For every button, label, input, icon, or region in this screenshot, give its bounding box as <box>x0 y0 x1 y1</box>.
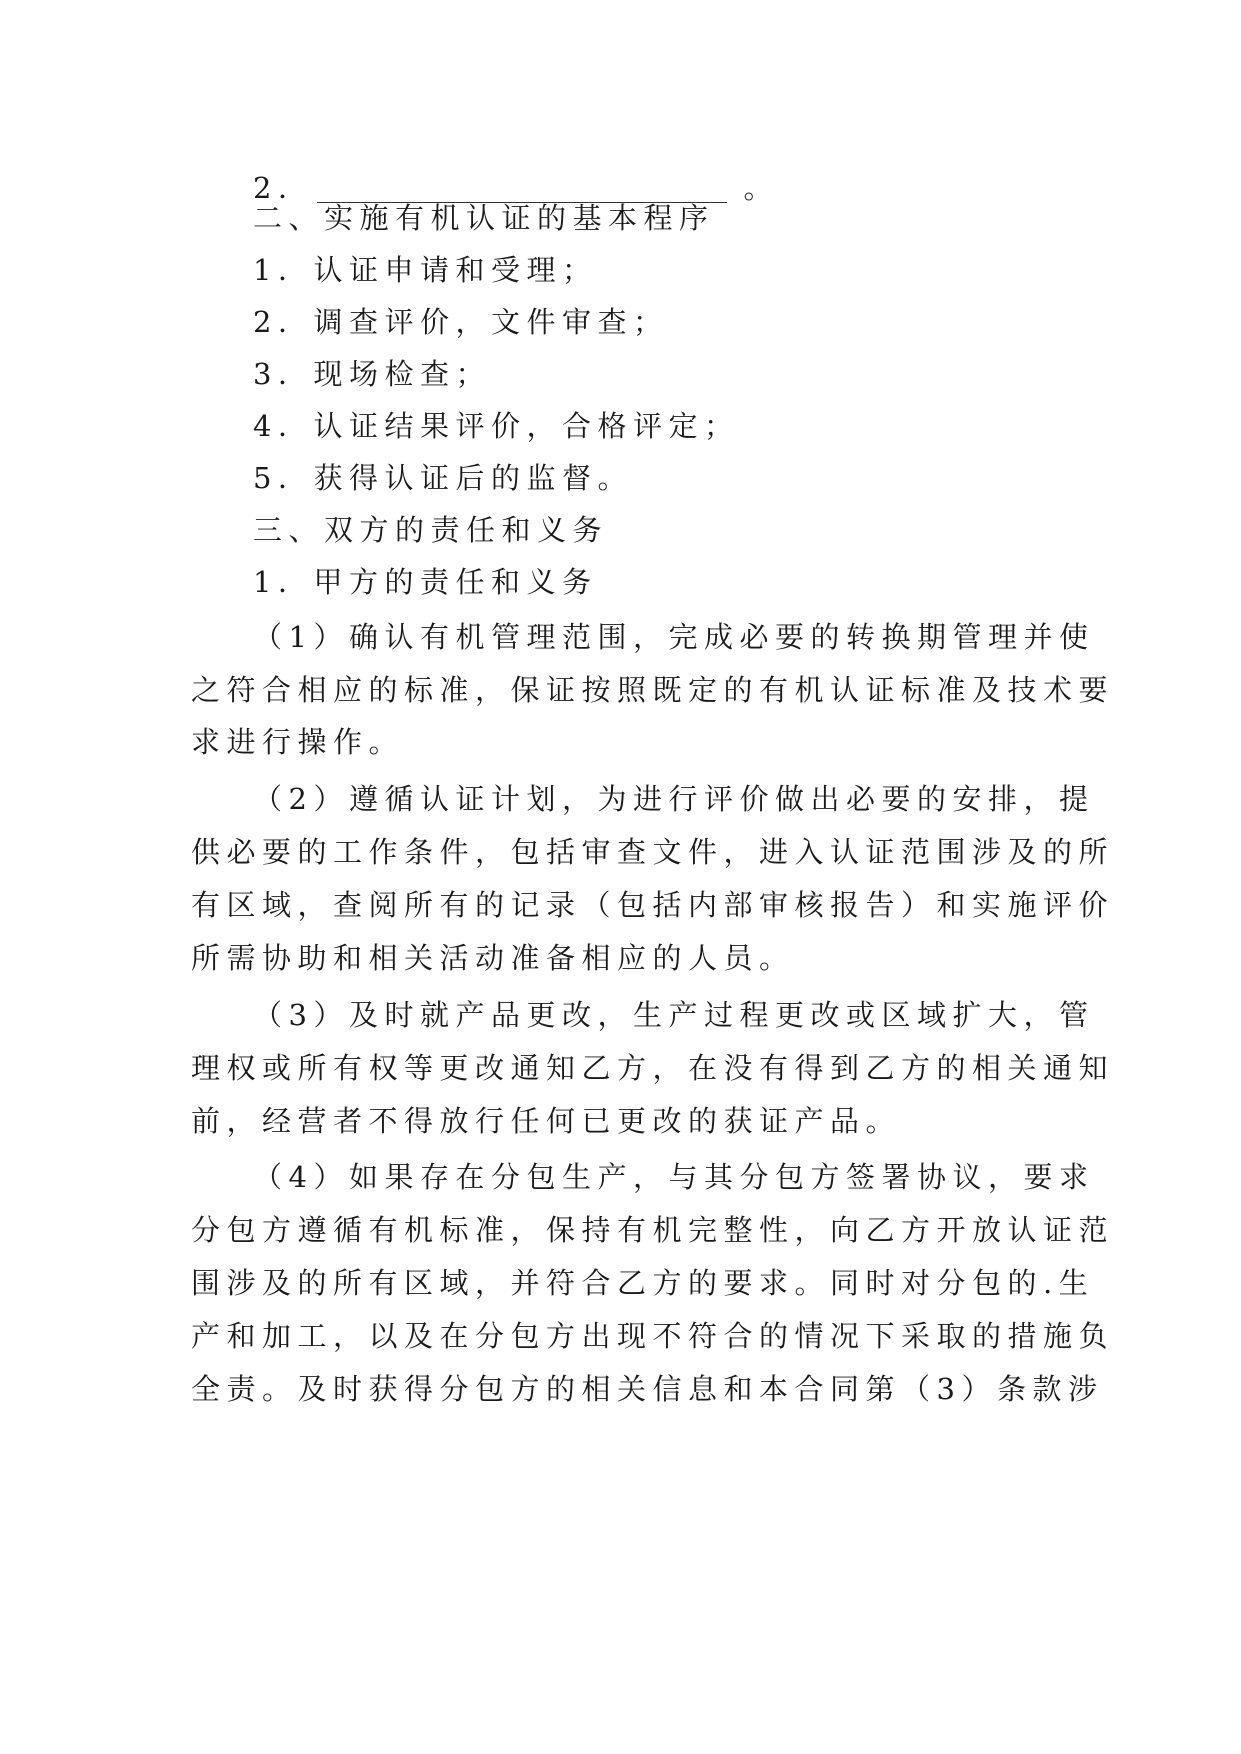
paragraph-line: 产和加工，以及在分包方出现不符合的情况下采取的措施负 <box>191 1319 1115 1353</box>
paragraph-line: 有区域，查阅所有的记录（包括内部审核报告）和实施评价 <box>191 888 1115 922</box>
subsection-heading: 1．甲方的责任和义务 <box>253 565 598 599</box>
list-item: 2．调查评价，文件审查； <box>253 305 669 339</box>
list-item: 5．获得认证后的监督。 <box>253 461 633 495</box>
blank-item-end: 。 <box>743 171 779 205</box>
blank-item-number: 2． <box>253 171 314 205</box>
section-heading-duties: 三、双方的责任和义务 <box>253 513 609 547</box>
paragraph-line: 分包方遵循有机标准，保持有机完整性，向乙方开放认证范 <box>191 1213 1115 1247</box>
paragraph-line: 围涉及的所有区域，并符合乙方的要求。同时对分包的.生 <box>191 1266 1095 1300</box>
paragraph-line: （1）确认有机管理范围，完成必要的转换期管理并使 <box>253 620 1095 654</box>
paragraph-line: 理权或所有权等更改通知乙方，在没有得到乙方的相关通知 <box>191 1051 1115 1085</box>
section-heading-procedure: 二、实施有机认证的基本程序 <box>253 201 715 235</box>
paragraph-line: （4）如果存在分包生产，与其分包方签署协议，要求 <box>253 1160 1095 1194</box>
list-item: 1．认证申请和受理； <box>253 253 598 287</box>
paragraph-line: 供必要的工作条件，包括审查文件，进入认证范围涉及的所 <box>191 835 1115 869</box>
paragraph-line: （2）遵循认证计划，为进行评价做出必要的安排，提 <box>253 782 1095 816</box>
list-item: 4．认证结果评价，合格评定； <box>253 409 740 443</box>
list-item: 3．现场检查； <box>253 357 491 391</box>
paragraph-line: 前，经营者不得放行任何已更改的获证产品。 <box>191 1104 902 1138</box>
paragraph-line: 所需协助和相关活动准备相应的人员。 <box>191 941 795 975</box>
paragraph-line: 之符合相应的标准，保证按照既定的有机认证标准及技术要 <box>191 673 1115 707</box>
paragraph-line: 全责。及时获得分包方的相关信息和本合同第（3）条款涉 <box>191 1372 1104 1406</box>
paragraph-line: 求进行操作。 <box>191 725 405 759</box>
paragraph-line: （3）及时就产品更改，生产过程更改或区域扩大，管 <box>253 998 1095 1032</box>
